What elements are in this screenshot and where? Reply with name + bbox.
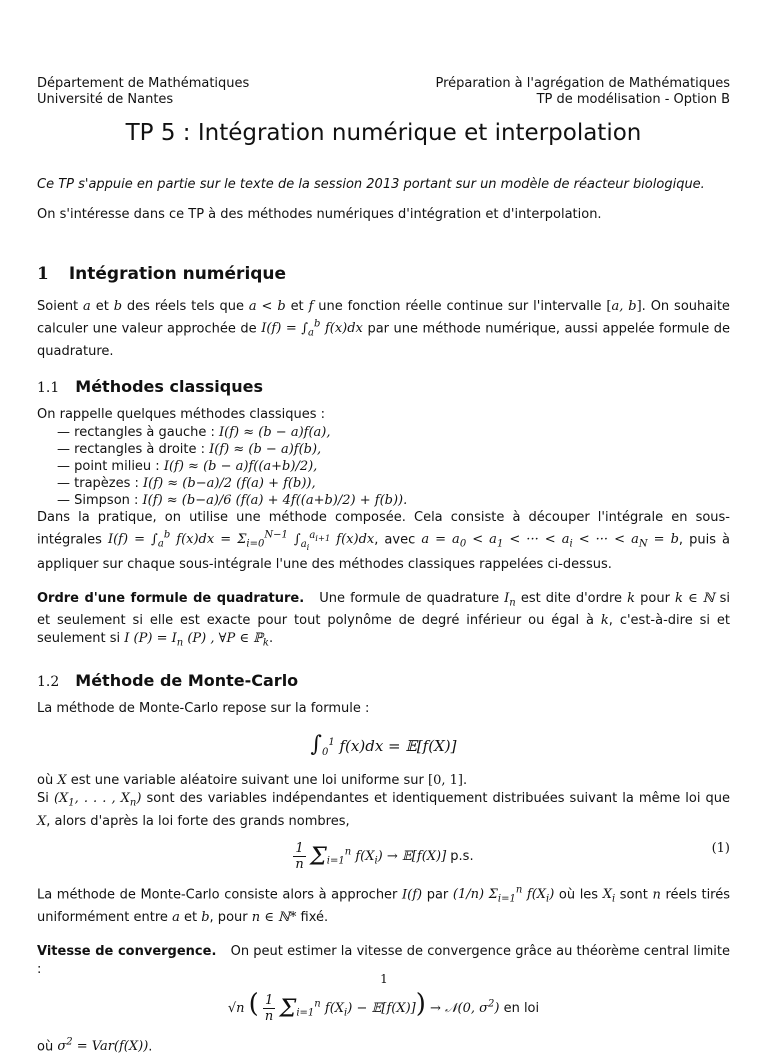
university: Université de Nantes <box>37 92 174 107</box>
methods-lead: On rappelle quelques méthodes classiques : <box>37 406 326 422</box>
header-right <box>435 76 730 108</box>
mc-lead: La méthode de Monte-Carlo repose sur la formule : <box>37 701 370 717</box>
mc-variable-paragraph: où X est une variable aléatoire suivant une loi uniforme sur [0, 1]. Si ($X_1$, . . . , $X_n$) sont des variables indépendantes et identiquement distribuées suivant la même loi que X, alors d'après la loi forte des grands nombres, <box>37 773 730 829</box>
mc-method-paragraph: La méthode de Monte-Carlo consiste alors à approcher I(f) par (1/n) $\Sigma_{i=1}^n$ $f(X_i)$ où les $X_i$ sont n réels tirés uniformément entre a et b, pour n ∈ ℕ* fixé. <box>37 884 731 925</box>
composite-paragraph: Dans la pratique, on utilise une méthode composée. Cela consiste à découper l'intégrale en sous-intégrales $I(f) = \int_a^b$ $f(x)dx = \Sigma_{i=0}^{N-1}$ $\int_{a_i}^{a_{i+1}}$ f(x)dx, avec $a = a_0 < a_1$ < ··· < $a_i$ < ··· < $a_N = b$, puis à appliquer sur chaque sous-intégrale l'une des méthodes classiques rappelées ci-dessus. <box>37 509 730 572</box>
intro-text: On s'intéresse dans ce TP à des méthodes numériques d'intégration et d'interpolation. <box>37 207 602 222</box>
section-1-1-heading: 1.1 Méthodes classiques <box>37 376 263 396</box>
header-left <box>37 76 249 108</box>
department: Département de Mathématiques <box>37 76 250 91</box>
clt-formula: √n ( $\frac{1}{n}$ $\Sigma_{i=1}^n$ $f(X_i)$ − 𝔼[f(X)]) → 𝒩(0, $\sigma^2$) en loi <box>227 988 540 1024</box>
document-page <box>37 76 730 1056</box>
variance-line: où $\sigma^2 = Var(f(X))$. <box>37 1036 153 1054</box>
methods-list <box>37 424 730 509</box>
list-item: — Simpson : I(f) ≈ (b−a)/6 (f(a) + 4f((a+b)/2) + f(b)). <box>57 492 730 509</box>
mc-integral-formula: $\int_0^1$ f(x)dx = 𝔼[f(X)] <box>310 732 457 759</box>
equation-1: $\frac{1}{n}$ $\Sigma_{i=1}^n$ $f(X_i)$ → 𝔼[f(X)] p.s. (1) <box>295 840 730 872</box>
list-item: — rectangles à gauche : I(f) ≈ (b − a)f(a), <box>57 424 730 441</box>
course: Préparation à l'agrégation de Mathématiques <box>435 76 730 91</box>
list-item: — point milieu : I(f) ≈ (b − a)f((a+b)/2), <box>57 458 730 475</box>
equation-number: (1) <box>711 840 730 856</box>
list-item: — trapèzes : I(f) ≈ (b−a)/2 (f(a) + f(b)), <box>57 475 730 492</box>
convergence-paragraph: Vitesse de convergence. On peut estimer la vitesse de convergence grâce au théorème central limite : <box>37 943 730 977</box>
intro-italic: Ce TP s'appuie en partie sur le texte de la session 2013 portant sur un modèle de réacteur biologique. <box>37 177 705 192</box>
section-1-heading: 1 Intégration numérique <box>37 264 287 284</box>
section-1-paragraph: Soient a et b des réels tels que a < b et f une fonction réelle continue sur l'intervalle [a, b]. On souhaite calculer une valeur approchée de $I(f) = \int_a^b$ f(x)dx par une méthode numérique, aussi appelée formule de quadrature. <box>37 299 730 359</box>
course-option: TP de modélisation - Option B <box>536 92 730 107</box>
list-item: — rectangles à droite : I(f) ≈ (b − a)f(b), <box>57 441 730 458</box>
section-1-2-heading: 1.2 Méthode de Monte-Carlo <box>37 671 299 691</box>
page-number: 1 <box>380 972 388 986</box>
order-paragraph: Ordre d'une formule de quadrature. Une formule de quadrature $I_n$ est dite d'ordre k pour k ∈ ℕ si et seulement si elle est exacte pour tout polynôme de degré inférieur ou égal à k, c'est-à-dire si et seulement si I $(P) = I_n$ (P) , ∀P ∈ ℙ$_k$. <box>37 590 731 650</box>
page-title: TP 5 : Intégration numérique et interpolation <box>125 120 642 146</box>
page-header <box>37 76 730 108</box>
